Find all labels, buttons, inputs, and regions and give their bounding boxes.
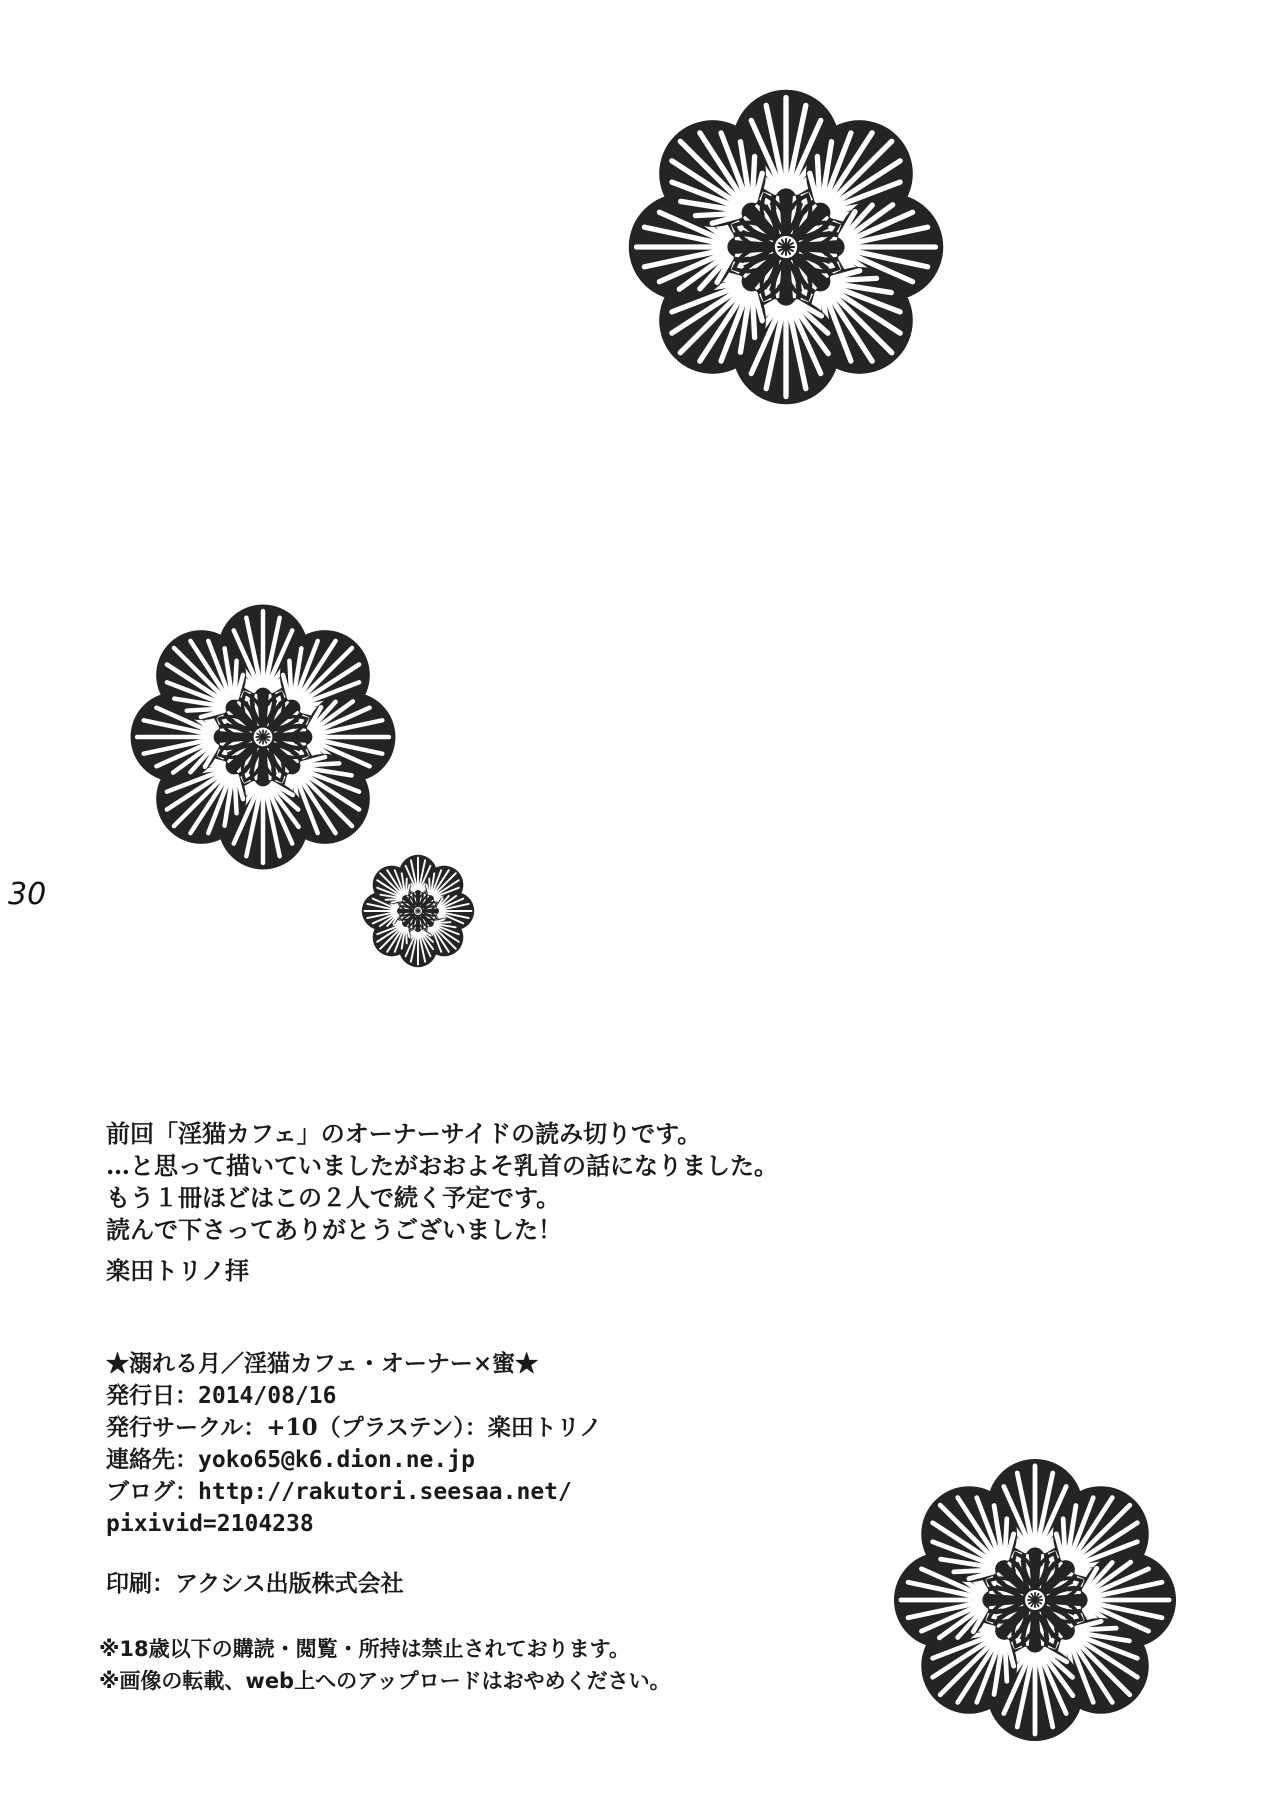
kaleidoscope-flower-icon bbox=[124, 598, 402, 876]
flower-ornament-top bbox=[621, 82, 951, 412]
blog-url: http://rakutori.seesaa.net/ bbox=[198, 1479, 572, 1505]
afterword-line-1: 前回「淫猫カフェ」のオーナーサイドの読み切りです。 bbox=[106, 1119, 702, 1148]
kaleidoscope-flower-icon bbox=[359, 852, 477, 970]
flower-ornament-bottom-right bbox=[887, 1452, 1183, 1748]
flower-ornament-left-small bbox=[359, 852, 477, 970]
afterword-line-4: 読んで下さってありがとうございました！ bbox=[106, 1215, 562, 1244]
publish-date-line bbox=[106, 1380, 602, 1412]
afterword-text bbox=[106, 1118, 778, 1287]
contact-line bbox=[106, 1444, 602, 1476]
afterword-line-3: もう１冊ほどはこの２人で続く予定です。 bbox=[106, 1183, 561, 1212]
kaleidoscope-flower-icon bbox=[887, 1452, 1183, 1748]
kaleidoscope-flower-icon bbox=[621, 82, 951, 412]
page-number: 30 bbox=[8, 877, 47, 912]
flower-ornament-left bbox=[124, 598, 402, 876]
publish-date-label: 発行日： bbox=[106, 1382, 198, 1409]
afterword-line-2: …と思って描いていましたがおおよそ乳首の話になりました。 bbox=[106, 1151, 778, 1180]
no-upload-notice: ※画像の転載、web上へのアップロードはおやめください。 bbox=[99, 1669, 671, 1693]
printer-line: 印刷：アクシス出版株式会社 bbox=[106, 1570, 404, 1597]
circle-line: 発行サークル：+10（プラステン）：楽田トリノ bbox=[106, 1414, 602, 1441]
book-title: ★溺れる月／淫猫カフェ・オーナー×蜜★ bbox=[106, 1350, 539, 1377]
publish-date-value: 2014/08/16 bbox=[198, 1383, 337, 1409]
disclaimers bbox=[99, 1633, 671, 1697]
age-restriction-notice: ※18歳以下の購読・閲覧・所持は禁止されております。 bbox=[99, 1637, 630, 1661]
author-signature: 楽田トリノ拝 bbox=[106, 1256, 250, 1285]
contact-email: yoko65@k6.dion.ne.jp bbox=[198, 1447, 475, 1473]
pixiv-id-line: pixivid=2104238 bbox=[106, 1511, 314, 1537]
colophon bbox=[106, 1348, 602, 1540]
blog-line bbox=[106, 1476, 602, 1508]
contact-label: 連絡先： bbox=[106, 1446, 198, 1473]
blog-label: ブログ： bbox=[106, 1478, 198, 1505]
